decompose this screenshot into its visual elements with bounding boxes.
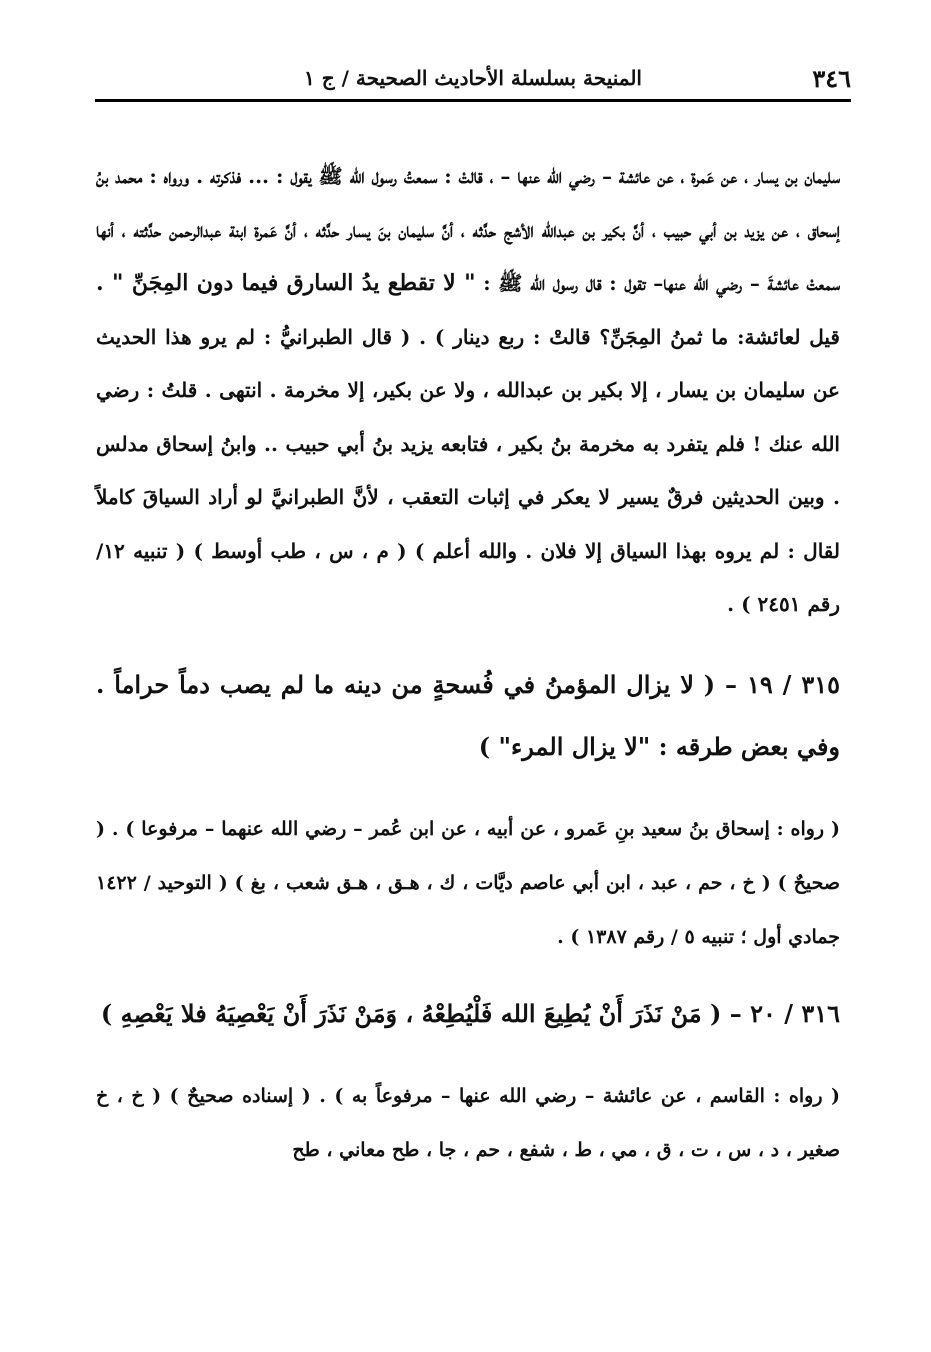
- quoted-hadith: " لا تقطع يدُ السارق فيما دون المِجَنِّ " .: [96, 270, 476, 296]
- paragraph-1: [96, 150, 840, 632]
- hadith-316: ٣١٦ / ٢٠ – ( مَنْ نَذَرَ أَنْ يُطِيعَ الله فَلْيُطِعْهُ ، وَمَنْ نَذَرَ أَنْ يَعْصِيَهُ فلا يَعْصِهِ ): [100, 998, 840, 1028]
- hadith-316-source: ( رواه : القاسم ، عن عائشة – رضي الله عنها – مرفوعاً به ) . ( إسناده صحيحٌ ) ( خ ، خ صغير ، د ، س ، ت ، ق ، مي ، ط ، شفع ، حم ، جا ، طح معاني ، طح: [96, 1084, 840, 1161]
- paragraph-1-continuation: قيل لعائشة: ما ثمنُ المِجَنِّ؟ قالتْ : ربع دينار ) . ( قال الطبرانيُّ : لم يرو هذا الحديث عن سليمان بن يسار ، إلا بكير بن عبدالله ، ولا عن بكير، إلا مخرمة . انتهى . قلتُ : رضي الله عنك ! فلم يتفرد به مخرمة بنُ بكير ، فتابعه يزيد بنُ أبي حبيب .. وابنُ إسحاق مدلس . وبين الحديثين فرقٌ يسير لا يعكر في إثبات التعقب ، لأنَّ الطبرانيَّ لو أراد السياقَ كاملاً لقال : لم يروه بهذا السياق إلا فلان . والله أعلم ) ( م ، س ، طب أوسط ) ( تنبيه ١٢/ رقم ٢٤٥١ ) .: [96, 324, 840, 616]
- hadith-315: ٣١٥ / ١٩ – ( لا يزال المؤمنُ في فُسحةٍ من دينه ما لم يصب دماً حراماً . وفي بعض طرقه : "لا يزال المرء" ): [96, 669, 840, 761]
- page-body: [96, 150, 840, 1196]
- page-number: ٣٤٦: [812, 64, 851, 93]
- page-header: [95, 58, 851, 98]
- header-divider: [95, 99, 851, 102]
- paragraph-1-text: سليمان بن يسار ، عن عَمرة ، عن عائشة – رضي الله عنها – ، قالتْ : سمعتُ رسول الله ﷺ يقول : ... فذكرته . ورواه : محمد بنُ إسحاق ، عن يزيد بن أبي حبيب ، أنَّ بكير بن عبدالله الأشج حدَّثه ، أنَّ سليمان بنَ يسار حدَّثه ، أنَّ عَمرة ابنة عبدالرحمن حدَّثته ، أنها سمعتْ عائشةَ – رضي الله عنها– تقول : قال رسول الله ﷺ :: [96, 164, 841, 295]
- running-title: المنيحة بسلسلة الأحاديث الصحيحة / ج ١: [304, 66, 642, 90]
- hadith-315-source: ( رواه : إسحاق بنُ سعيد بنِ عَمرو ، عن أبيه ، عن ابن عُمر – رضي الله عنهما – مرفوعا ) . ( صحيحٌ ) ( خ ، حم ، عبد ، ابن أبي عاصم ديَّات ، ك ، هـق ، هـق شعب ، بغ ) ( التوحيد / ١٤٢٢ جمادي أول ؛ تنبيه ٥ / رقم ١٣٨٧ ) .: [96, 817, 840, 948]
